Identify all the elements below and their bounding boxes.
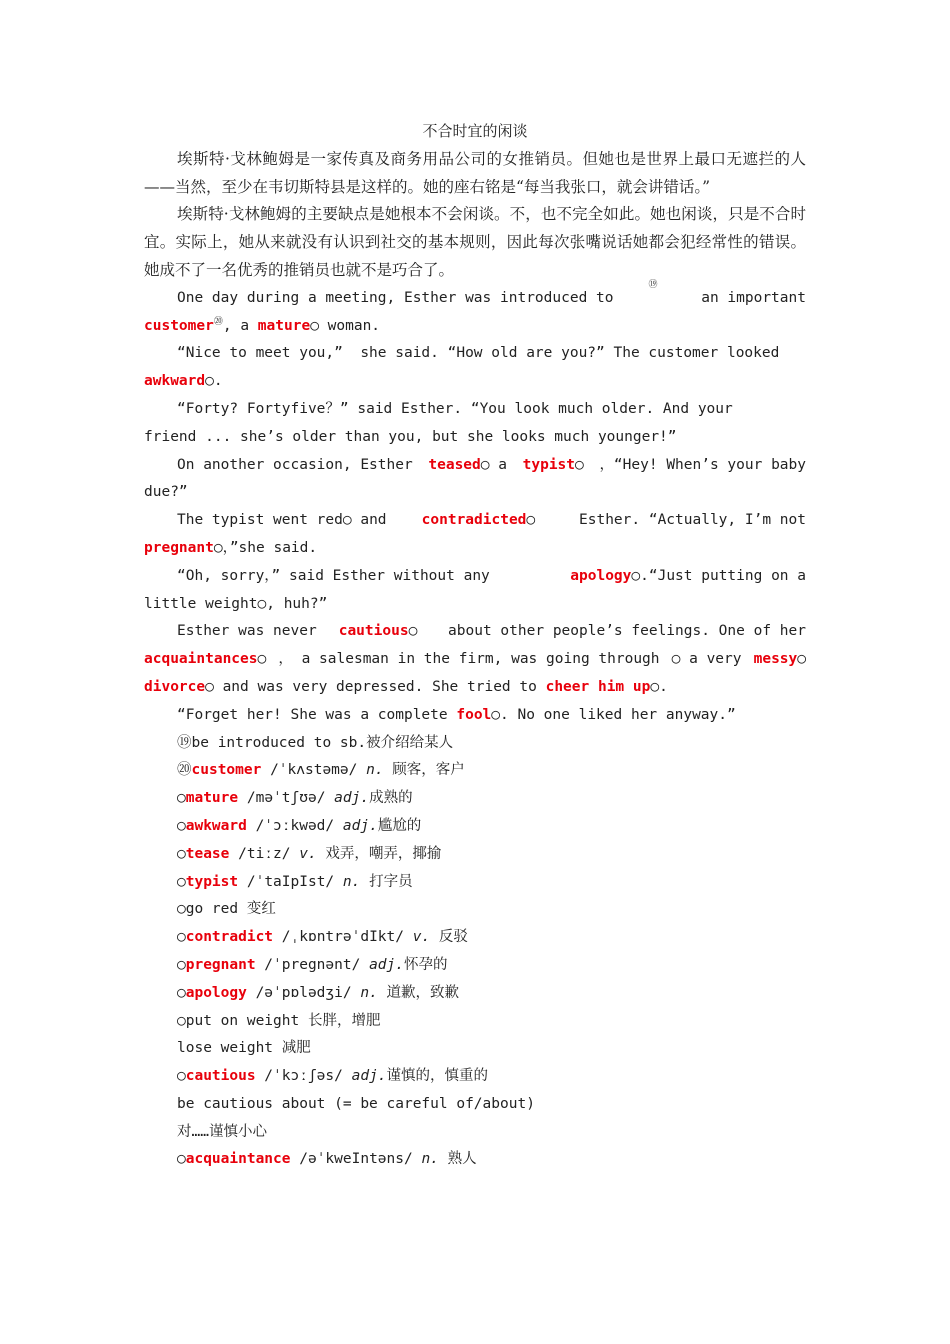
page-title: 不合时宜的闲谈 bbox=[422, 122, 528, 140]
story-line: pregnant○，”she said. bbox=[144, 539, 318, 556]
chinese-paragraph-1: 埃斯特·戈林鲍姆是一家传真及商务用品公司的女推销员。但她也是世界上最口无遮拦的人——当然，至少在韦切斯特县是这样的。她的座右铭是“每当我张口，就会讲错话。” bbox=[144, 149, 806, 196]
vocab-note: ○cautious /ˈkɔːʃəs/ adj.谨慎的，慎重的 bbox=[177, 1068, 489, 1085]
vocab-word: awkward bbox=[144, 373, 206, 390]
footnote-mark: ○ bbox=[177, 873, 186, 890]
vocab-word: teased bbox=[428, 456, 481, 473]
story-line: awkward○. bbox=[144, 373, 223, 390]
story-line: divorce○ and was very depressed. She tried to cheer him up○. bbox=[144, 678, 668, 695]
vocab-note: ○apology /əˈpɒlədʒi/ n. 道歉，致歉 bbox=[177, 984, 460, 1001]
footnote-mark: ○ bbox=[671, 651, 681, 668]
vocab-note: ○pregnant /ˈpregnənt/ adj.怀孕的 bbox=[177, 956, 448, 973]
vocab-word: mature bbox=[257, 317, 311, 334]
vocab-note: ○acquaintance /əˈkweIntəns/ n. 熟人 bbox=[177, 1151, 477, 1168]
vocab-note: ○awkward /ˈɔːkwəd/ adj.尴尬的 bbox=[177, 817, 422, 834]
footnote-mark: ○ bbox=[797, 651, 806, 668]
footnote-mark: ○ bbox=[257, 595, 267, 612]
vocab-note: lose weight 减肥 bbox=[177, 1040, 311, 1057]
vocab-note: ○go red 变红 bbox=[177, 901, 276, 918]
footnote-mark: ○ bbox=[177, 790, 186, 807]
footnote-mark: ○ bbox=[205, 373, 214, 390]
footnote-mark: ○ bbox=[408, 623, 418, 640]
chinese-paragraph-2: 埃斯特·戈林鲍姆的主要缺点是她根本不会闲谈。不，也不完全如此。她也闲谈，只是不合时宜。实际上，她从来就没有认识到社交的基本规则，因此每次张嘴说话她都会犯经常性的错误。她成不了一名优秀的推销员也就不是巧合了。 bbox=[144, 205, 806, 279]
vocab-note: ○typist /ˈtaIpIst/ n. 打字员 bbox=[177, 873, 413, 890]
story-line: friend ... she’s older than you, but she looks much younger!” bbox=[144, 428, 677, 445]
footnote-mark: ○ bbox=[177, 1068, 186, 1085]
vocab-note: ○put on weight 长胖，增肥 bbox=[177, 1012, 381, 1029]
vocab-word: divorce bbox=[144, 678, 206, 695]
story-line: “Oh, sorry，” said Esther without any apology○.“Just putting on a bbox=[177, 567, 806, 584]
footnote-mark: ○ bbox=[177, 1012, 186, 1029]
vocab-word: contradicted bbox=[421, 512, 527, 529]
vocab-note: ⑳customer /ˈkʌstəmə/ n. 顾客，客户 bbox=[177, 762, 465, 779]
footnote-mark: ○ bbox=[310, 317, 319, 334]
footnote-mark: ○ bbox=[575, 456, 584, 473]
footnote-mark: ○ bbox=[205, 678, 214, 695]
vocab-note: ○tease /tiːz/ v. 戏弄，嘲弄，揶揄 bbox=[177, 845, 442, 862]
footnote-mark: ○ bbox=[650, 678, 660, 695]
footnote-mark: ○ bbox=[177, 956, 186, 973]
footnote-mark: ⑳ bbox=[177, 762, 192, 779]
story-line: customer⑳, a mature○ woman. bbox=[144, 316, 381, 334]
vocab-word: cheer him up bbox=[545, 678, 651, 695]
footnote-mark: ⑲ bbox=[177, 734, 192, 751]
vocab-note: be cautious about (= be careful of/about) bbox=[177, 1095, 535, 1112]
footnote-mark: ○ bbox=[342, 512, 352, 529]
footnote-mark: ○ bbox=[177, 817, 186, 834]
footnote-mark: ○ bbox=[177, 984, 186, 1001]
vocab-word: cautious bbox=[338, 623, 409, 640]
vocab-word: fool bbox=[456, 706, 492, 723]
footnote-mark: ⑳ bbox=[213, 316, 223, 327]
footnote-mark: ○ bbox=[177, 1151, 186, 1168]
story-line: One day during a meeting, Esther was introduced to ⑲ an important bbox=[144, 285, 806, 313]
story-line: little weight○, huh?” bbox=[144, 595, 328, 612]
footnote-mark: ○ bbox=[177, 929, 186, 946]
vocab-word: customer bbox=[144, 317, 214, 334]
vocab-word: messy bbox=[753, 651, 798, 668]
story-line: “Nice to meet you,” she said. “How old are you?” The customer looked bbox=[177, 345, 780, 362]
footnote-mark: ○ bbox=[213, 539, 223, 556]
vocab-word: typist bbox=[522, 456, 576, 473]
story-line: “Forget her! She was a complete fool○. No one liked her anyway.” bbox=[177, 706, 736, 723]
document-page bbox=[144, 118, 806, 1174]
footnote-mark: ○ bbox=[257, 651, 267, 668]
vocab-note: ○mature /məˈtʃʊə/ adj.成熟的 bbox=[177, 790, 413, 807]
footnote-mark: ○ bbox=[631, 567, 641, 584]
story-line: The typist went red○ and contradicted○ Esther. “Actually, I’m not bbox=[177, 512, 806, 529]
story-line: due?” bbox=[144, 484, 188, 501]
footnote-mark: ○ bbox=[177, 845, 186, 862]
footnote-mark: ○ bbox=[177, 901, 186, 918]
footnote-mark: ○ bbox=[480, 456, 490, 473]
vocab-word: acquaintances bbox=[144, 651, 258, 668]
vocab-note: ○contradict /ˌkɒntrəˈdIkt/ v. 反驳 bbox=[177, 929, 468, 946]
story-line: “Forty? Fortyfive？” said Esther. “You look much older. And your bbox=[177, 400, 733, 417]
vocab-word: apology bbox=[570, 567, 632, 584]
footnote-mark: ○ bbox=[526, 512, 536, 529]
story-line: acquaintances○ ， a salesman in the firm, was going through ○ a very messy○ bbox=[144, 651, 806, 668]
story-line: On another occasion, Esther teased○ a typist○ ，“Hey! When’s your baby bbox=[177, 456, 806, 473]
vocab-note: ⑲be introduced to sb.被介绍给某人 bbox=[177, 734, 454, 751]
footnote-mark: ○ bbox=[491, 706, 501, 723]
story-line: Esther was never cautious○ about other people’s feelings. One of her bbox=[177, 623, 806, 640]
footnote-mark: ⑲ bbox=[648, 279, 658, 290]
vocab-note: 对……谨慎小心 bbox=[177, 1123, 267, 1140]
vocab-word: pregnant bbox=[144, 539, 214, 556]
